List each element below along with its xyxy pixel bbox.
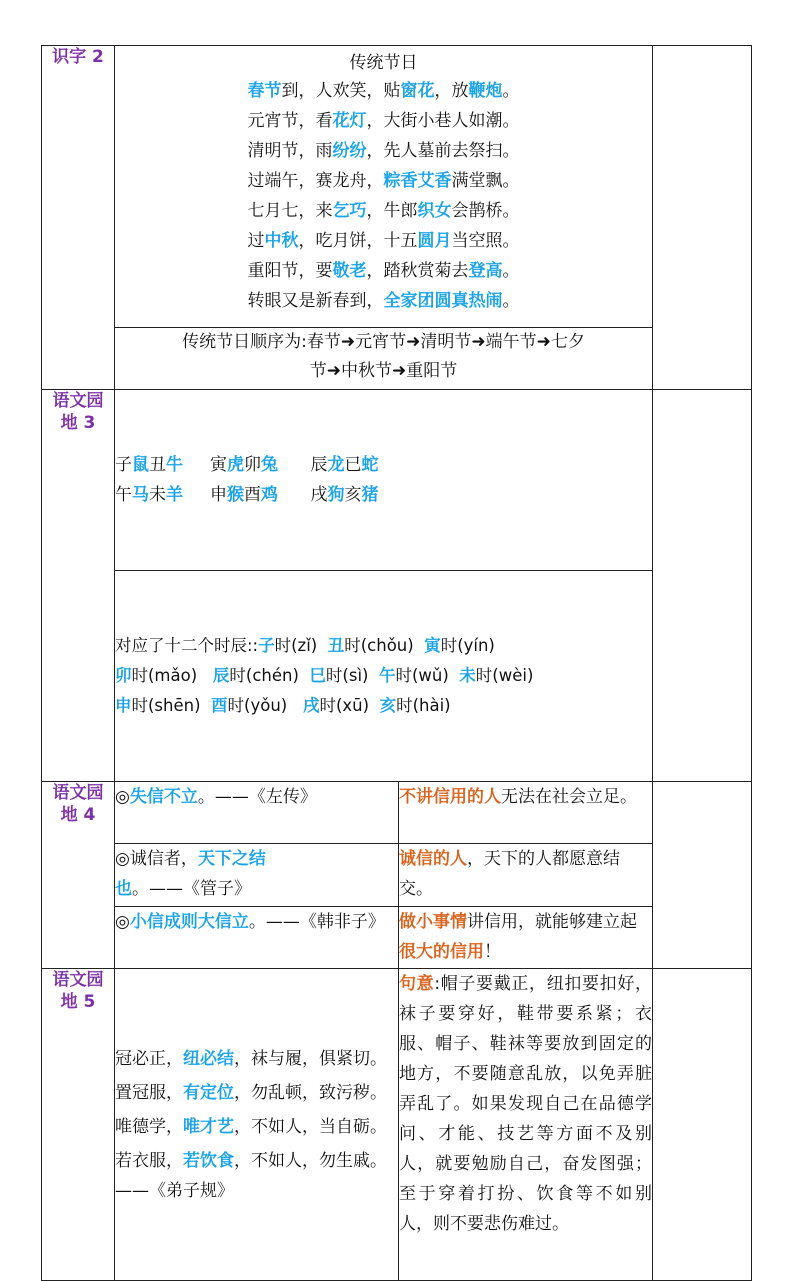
highlight-text: 丑 <box>327 636 345 655</box>
highlight-text: 小信成则大信立 <box>129 912 249 932</box>
text-line <box>115 286 652 316</box>
hours-lines <box>115 631 652 721</box>
text-segment: 时(yín) <box>440 636 495 655</box>
empty-cell-s2 <box>653 46 752 390</box>
text-segment: 唯德学， <box>115 1116 183 1137</box>
highlight-text: 天下之结也 <box>115 849 266 899</box>
festival-order-line-1: 传统节日顺序为:春节➜元宵节➜清明节➜端午节➜七夕 <box>182 332 585 352</box>
text-segment: ，吃月饼，十五 <box>298 231 418 251</box>
text-segment: 。——《左传》 <box>197 787 317 807</box>
text-segment: 到，人欢笑，贴 <box>281 81 401 101</box>
highlight-text: 卯 <box>115 666 132 685</box>
text-line <box>115 661 652 691</box>
highlight-text: 酉 <box>211 696 228 715</box>
text-line <box>115 450 652 480</box>
text-segment: 午 <box>115 485 132 505</box>
text-segment: 过端午，赛龙舟， <box>247 171 384 191</box>
text-segment: 。——《管子》 <box>132 879 251 899</box>
highlight-text: 失信不立 <box>129 787 198 807</box>
text-segment: 七月七，来 <box>247 201 333 221</box>
highlight-text: 全家团圆真热闹 <box>383 291 503 311</box>
text-segment: 申 <box>183 485 228 505</box>
text-segment: 子 <box>115 455 132 475</box>
text-segment: 戌 <box>278 485 328 505</box>
text-segment: 时(shēn) <box>131 696 212 715</box>
text-line <box>115 631 652 661</box>
highlight-text: 圆月 <box>417 231 452 251</box>
meaning-cell-2 <box>399 844 653 907</box>
text-segment: 丑 <box>149 455 166 475</box>
text-segment: 清明节，雨 <box>247 141 333 161</box>
text-segment: 会鹊桥。 <box>451 201 520 221</box>
text-line <box>115 136 652 166</box>
highlight-text: 诚信的人 <box>399 849 467 869</box>
highlight-text: 羊 <box>166 485 183 505</box>
text-segment: 。 <box>502 261 520 281</box>
text-segment: 时(yǒu) <box>227 696 303 715</box>
highlight-text: 兔 <box>261 455 279 475</box>
highlight-text: 花灯 <box>332 111 367 131</box>
highlight-text: 巳 <box>309 666 326 685</box>
text-line <box>115 196 652 226</box>
text-segment: ，勿乱顿，致污秽。 <box>234 1082 387 1103</box>
highlight-text: 猪 <box>361 485 379 505</box>
text-segment: 。 <box>502 81 520 101</box>
text-segment: 过 <box>247 231 265 251</box>
verse-lines <box>115 1044 398 1206</box>
text-line <box>115 480 652 510</box>
text-segment: ，大街小巷人如潮。 <box>366 111 520 131</box>
highlight-text: 做小事情 <box>399 912 467 932</box>
highlight-text: 未 <box>459 666 476 685</box>
text-segment: 时(hài) <box>396 696 451 715</box>
text-segment: 时(sì) <box>325 666 379 685</box>
highlight-text: 若饮食 <box>183 1150 234 1171</box>
text-segment: 时(zǐ) <box>274 636 328 655</box>
text-segment: 未 <box>149 485 166 505</box>
text-line <box>115 226 652 256</box>
text-segment: 当空照。 <box>451 231 520 251</box>
text-segment: 满堂飘。 <box>451 171 520 191</box>
highlight-text: 牛 <box>166 455 183 475</box>
text-segment: ，放 <box>434 81 469 101</box>
hours-cell <box>115 571 653 782</box>
highlight-text: 亥 <box>379 696 397 715</box>
highlight-text: 有定位 <box>183 1082 234 1103</box>
empty-cell-s3 <box>653 390 752 782</box>
meaning-cell-1 <box>399 782 653 844</box>
text-segment: ！ <box>484 942 501 962</box>
highlight-text: 猴 <box>227 485 245 505</box>
text-segment: 元宵节，看 <box>247 111 333 131</box>
text-segment: 置冠服， <box>115 1082 183 1103</box>
text-segment: 时(mǎo) <box>131 666 213 685</box>
text-segment: :帽子要戴正，纽扣要扣好，袜子要穿好，鞋带要系紧；衣服、帽子、鞋袜等要放到固定的地方，不要随意乱放，以免弄脏弄乱了。如果发现自己在品德学问、才能、技艺等方面不及别人，就要勉励自己，奋发图强；至于穿着打扮、饮食等不如别人，则不要悲伤难过。 <box>399 974 652 1234</box>
text-segment: 若衣服， <box>115 1150 183 1171</box>
text-segment: ，先人墓前去祭扫。 <box>366 141 520 161</box>
highlight-text: 蛇 <box>361 455 379 475</box>
text-segment: 无法在社会立足。 <box>501 787 637 807</box>
poem-cell <box>115 46 653 328</box>
highlight-text: 子 <box>258 636 275 655</box>
quote-cell-1 <box>115 782 399 844</box>
text-segment: ，天下的人都愿意结交。 <box>399 849 620 899</box>
text-segment: 时(xū) <box>319 696 380 715</box>
text-segment: 讲信用，就能够建立起 <box>467 912 637 932</box>
poem-lines <box>115 76 652 316</box>
meaning-cell-3 <box>399 907 653 969</box>
section-label-s2: 识字 2 <box>42 46 115 390</box>
poem-title: 传统节日 <box>349 53 418 73</box>
notes-table <box>41 45 752 1281</box>
highlight-text: 乞巧 <box>332 201 367 221</box>
text-segment: ，踏秋赏菊去 <box>366 261 469 281</box>
highlight-text: 鞭炮 <box>468 81 503 101</box>
highlight-text: 寅 <box>424 636 441 655</box>
text-segment: ，不如人，勿生戚。 ——《弟子规》 <box>115 1150 387 1201</box>
text-segment: 已 <box>344 455 362 475</box>
zodiac-lines <box>115 450 652 510</box>
highlight-text: 龙 <box>327 455 345 475</box>
highlight-text: 戌 <box>302 696 320 715</box>
zodiac-cell <box>115 390 653 571</box>
highlight-text: 纷纷 <box>332 141 367 161</box>
highlight-text: 春节 <box>247 81 282 101</box>
text-line <box>115 256 652 286</box>
highlight-text: 粽香艾香 <box>383 171 452 191</box>
highlight-text: 窗花 <box>400 81 435 101</box>
empty-cell-s5 <box>653 969 752 1281</box>
text-segment: 冠必正， <box>115 1048 183 1069</box>
text-segment: 辰 <box>278 455 328 475</box>
highlight-text: 很大的信用 <box>399 942 484 962</box>
text-segment: 酉 <box>244 485 262 505</box>
section-label-s5: 语文园 地 5 <box>42 969 115 1281</box>
quote-cell-2 <box>115 844 399 907</box>
highlight-text: 午 <box>378 666 396 685</box>
text-segment: 。——《韩非子》 <box>248 912 385 932</box>
text-segment: 时(wǔ) <box>395 666 460 685</box>
text-segment: 时(wèi) <box>475 666 534 685</box>
verse-cell <box>115 969 399 1281</box>
highlight-text: 马 <box>132 485 149 505</box>
text-segment: 。 <box>502 291 520 311</box>
highlight-text: 唯才艺 <box>183 1116 234 1137</box>
highlight-text: 敬老 <box>332 261 367 281</box>
text-line <box>115 106 652 136</box>
text-segment: ，牛郎 <box>366 201 418 221</box>
festival-order-cell <box>115 328 653 390</box>
text-segment: 对应了十二个时辰:: <box>115 636 259 655</box>
highlight-text: 申 <box>115 696 132 715</box>
text-segment: 重阳节，要 <box>247 261 333 281</box>
text-line <box>115 76 652 106</box>
highlight-text: 不讲信用的人 <box>399 787 501 807</box>
text-line <box>115 1078 398 1108</box>
text-line <box>115 166 652 196</box>
text-segment: ◎ <box>115 912 130 932</box>
text-line <box>115 1112 398 1142</box>
text-segment: 时(chǒu) <box>344 636 425 655</box>
text-segment: ◎诚信者， <box>115 849 198 869</box>
highlight-text: 纽必结 <box>183 1048 234 1069</box>
text-segment: 寅 <box>183 455 228 475</box>
text-segment: 卯 <box>244 455 262 475</box>
highlight-text: 织女 <box>417 201 452 221</box>
text-segment: ◎ <box>115 787 130 807</box>
quote-cell-3 <box>115 907 399 969</box>
text-segment: ，袜与履，俱紧切。 <box>234 1048 387 1069</box>
highlight-text: 中秋 <box>264 231 299 251</box>
text-line <box>115 1044 398 1074</box>
highlight-text: 句意 <box>399 974 435 994</box>
text-segment: ，不如人，当自砺。 <box>234 1116 387 1137</box>
highlight-text: 辰 <box>212 666 230 685</box>
text-segment: 亥 <box>344 485 362 505</box>
festival-order-line-2: 节➜中秋节➜重阳节 <box>309 361 458 381</box>
verse-meaning-cell <box>399 969 653 1281</box>
text-line <box>115 1146 398 1206</box>
text-segment: 时(chén) <box>229 666 310 685</box>
text-line <box>115 691 652 721</box>
highlight-text: 狗 <box>327 485 345 505</box>
highlight-text: 虎 <box>227 455 245 475</box>
highlight-text: 鼠 <box>132 455 149 475</box>
highlight-text: 登高 <box>468 261 503 281</box>
highlight-text: 鸡 <box>261 485 279 505</box>
section-label-s3: 语文园 地 3 <box>42 390 115 782</box>
empty-cell-s4 <box>653 782 752 969</box>
section-label-s4: 语文园 地 4 <box>42 782 115 969</box>
text-segment: 转眼又是新春到， <box>247 291 384 311</box>
